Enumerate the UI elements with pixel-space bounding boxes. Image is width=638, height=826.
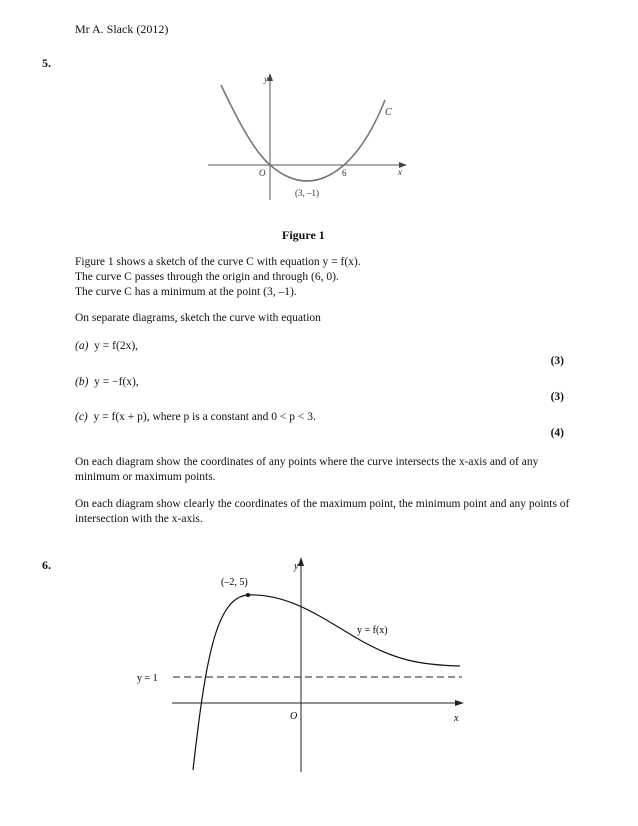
q6-y-label: y (294, 561, 299, 572)
question-5-instruction: On separate diagrams, sketch the curve with equation (75, 312, 321, 324)
q6-maximum-point (246, 593, 250, 597)
part-c-label: (c) (75, 411, 88, 423)
question-6-number: 6. (42, 558, 51, 572)
q6-curve-label: y = f(x) (357, 625, 388, 636)
part-b-label: (b) (75, 376, 89, 388)
question-5-part-a (75, 340, 138, 352)
question-5-note-2: On each diagram show clearly the coordinates of the maximum point, the minimum point and any points of intersection with the x-axis. (75, 498, 570, 525)
question-5-part-c (75, 411, 316, 423)
figure-1-origin-label: O (259, 168, 266, 178)
figure-1-graph (205, 70, 415, 205)
figure-1-root-label: 6 (342, 168, 347, 178)
part-c-text: y = f(x + p), where p is a constant and 0 < p < 3. (93, 411, 316, 423)
q6-x-arrow-icon (455, 700, 464, 706)
question-5-part-b (75, 376, 139, 388)
q6-asymptote-label: y = 1 (137, 673, 158, 684)
part-a-marks: (3) (550, 355, 564, 367)
figure-1-curve-label: C (385, 107, 392, 118)
figure-1-y-label: y (264, 74, 268, 84)
q6-origin-label: O (290, 711, 298, 722)
question-6-graph (120, 555, 475, 773)
part-c-marks: (4) (550, 427, 564, 439)
figure-1-minimum-label: (3, –1) (295, 188, 319, 198)
figure-1-caption: Figure 1 (282, 228, 325, 242)
part-a-text: y = f(2x), (94, 340, 139, 352)
part-b-text: y = −f(x), (94, 376, 139, 388)
figure-1-curve-c (221, 85, 385, 181)
q6-maximum-label: (–2, 5) (221, 577, 248, 588)
question-5-number: 5. (42, 56, 51, 70)
part-a-label: (a) (75, 340, 89, 352)
figure-1-x-label: x (398, 167, 402, 177)
header-author: Mr A. Slack (2012) (75, 22, 169, 36)
question-5-intro (75, 255, 570, 300)
q6-y-arrow-icon (298, 557, 304, 566)
q6-curve (193, 595, 460, 770)
question-5-intro-line-3: The curve C has a minimum at the point (3, –1). (75, 286, 297, 298)
part-b-marks: (3) (550, 391, 564, 403)
question-5-intro-line-2: The curve C passes through the origin and through (6, 0). (75, 271, 339, 283)
question-5-note-1: On each diagram show the coordinates of any points where the curve intersects the x-axis and of any minimum or maximum points. (75, 456, 539, 483)
q6-x-label: x (454, 713, 459, 724)
question-5-intro-line-1: Figure 1 shows a sketch of the curve C with equation y = f(x). (75, 256, 361, 268)
